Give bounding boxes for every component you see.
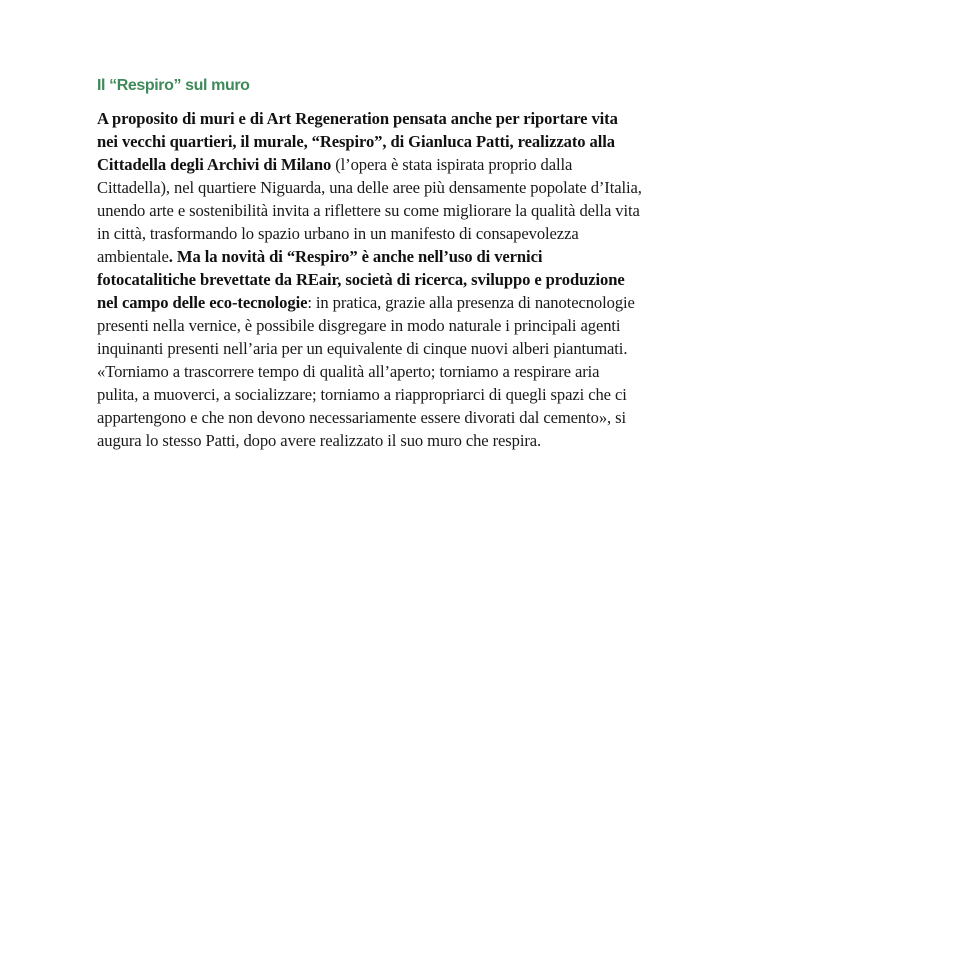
paragraph-text-2: : in pratica, grazie alla presenza di nanotecnologie presenti nella vernice, è possibile disgregare in modo naturale i principali agenti inquinanti presenti nell’aria per un equivalente di cinque nuovi alberi piantumati. «Torniamo a trascorrere tempo di qualità all’aperto; torniamo a respirare aria pulita, a muoverci, a socializzare; torniamo a riappropriarci di quegli spazi che ci appartengono e che non devono necessariamente essere divorati dal cemento», si augura lo stesso Patti, dopo avere realizzato il suo muro che respira.	[97, 293, 635, 450]
article-paragraph	[97, 107, 642, 452]
paragraph-text-1: (l’opera è stata ispirata proprio dalla Cittadella), nel quartiere Niguarda, una delle aree più densamente popolate d’Italia, unendo arte e sostenibilità invita a riflettere su come migliorare la qualità della vita in città, trasformando lo spazio urbano in un manifesto di consapevolezza ambientale	[97, 155, 642, 266]
bold-highlight: . Ma la novità di “Respiro” è anche nell’uso di vernici fotocatalitiche brevettate da REair, società di ricerca, sviluppo e produzione nel campo delle eco-tecnologie	[97, 247, 625, 312]
bold-intro: A proposito di muri e di Art Regeneration pensata anche per riportare vita nei vecchi quartieri, il murale, “Respiro”, di Gianluca Patti, realizzato alla Cittadella degli Archivi di Milano	[97, 109, 618, 174]
section-subheading: Il “Respiro” sul muro	[97, 77, 250, 94]
article	[97, 74, 642, 452]
